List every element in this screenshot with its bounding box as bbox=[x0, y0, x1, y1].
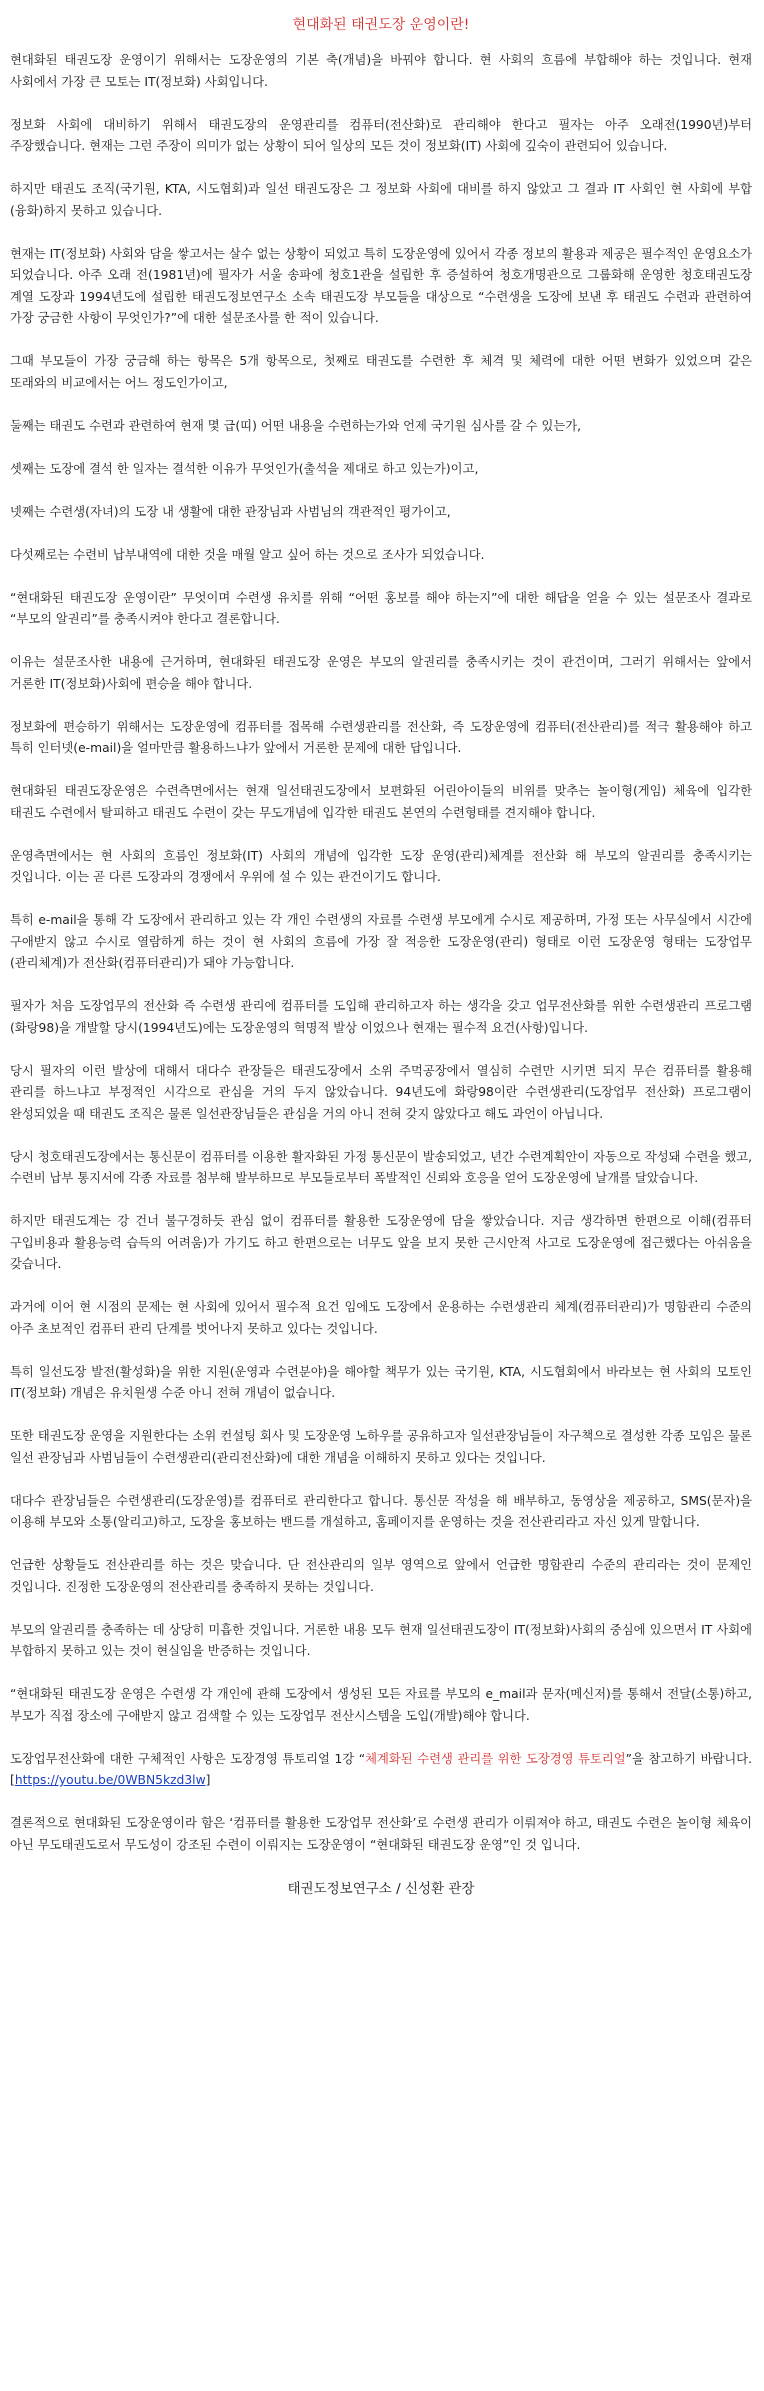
body-paragraph: “현대화된 태권도장 운영이란” 무엇이며 수련생 유치를 위해 “어떤 홍보를 해야 하는지”에 대한 해답을 얻을 수 있는 설문조사 결과로 “부모의 알권리”를 충족시켜야 한다고 결론합니다. bbox=[10, 590, 752, 626]
body-paragraph: 대다수 관장님들은 수련생관리(도장운영)를 컴퓨터로 관리한다고 합니다. 통신문 작성을 해 배부하고, 동영상을 제공하고, SMS(문자)을 이용해 부모와 소통(알리고)하고, 도장을 홍보하는 밴드를 개설하고, 홈페이지를 운영하는 것을 전산관리라고 자신 있게 말합니다. bbox=[10, 1493, 752, 1529]
body-paragraph: 이유는 설문조사한 내용에 근거하며, 현대화된 태권도장 운영은 부모의 알권리를 충족시키는 것이 관건이며, 그러기 위해서는 앞에서 거론한 IT(정보화)사회에 편승을 해야 합니다. bbox=[10, 655, 752, 691]
body-paragraph: 정보화 사회에 대비하기 위해서 태권도장의 운영관리를 컴퓨터(전산화)로 관리해야 한다고 필자는 아주 오래전(1990년)부터 주장했습니다. 현재는 그런 주장이 의미가 없는 상황이 되어 일상의 모든 것이 정보화(IT) 사회에 깊숙이 관련되어 있습니다. bbox=[10, 117, 752, 153]
body-paragraph: 현대화된 태권도장 운영이기 위해서는 도장운영의 기본 축(개념)을 바꿔야 합니다. 현 사회의 흐름에 부합해야 하는 것입니다. 현재 사회에서 가장 큰 모토는 IT(정보화) 사회입니다. bbox=[10, 53, 752, 89]
body-paragraph: 당시 청호태권도장에서는 통신문이 컴퓨터를 이용한 활자화된 가정 통신문이 발송되었고, 년간 수련계획안이 자동으로 작성돼 수련을 했고, 수련비 납부 통지서에 각종 자료를 첨부해 발부하므로 부모들로부터 폭발적인 신뢰와 호응을 얻어 도장운영에 날개를 달았습니다. bbox=[10, 1149, 752, 1185]
body-paragraph: 그때 부모들이 가장 궁금해 하는 항목은 5개 항목으로, 첫째로 태권도를 수련한 후 체격 및 체력에 대한 어떤 변화가 있었으며 같은 또래와의 비교에서는 어느 정도인가이고, bbox=[10, 354, 752, 390]
body-paragraph: 현재는 IT(정보화) 사회와 담을 쌓고서는 살수 없는 상황이 되었고 특히 도장운영에 있어서 각종 정보의 활용과 제공은 필수적인 운영요소가 되었습니다. 아주 오래 전(1981년)에 필자가 서울 송파에 청호1관을 설립한 후 증설하여 청호개명관으로 그룹화해 운영한 청호태권도장 계열 도장과 1994년도에 설립한 태권도정보연구소 소속 태권도장 부모들을 대상으로 “수련생을 도장에 보낸 후 태권도 수련과 관련하여 가장 궁금한 사항이 무엇인가?”에 대한 설문조사를 한 적이 있습니다. bbox=[10, 246, 752, 325]
article-body bbox=[10, 50, 752, 1727]
body-paragraph: 특히 일선도장 발전(활성화)을 위한 지원(운영과 수련분야)을 해야할 책무가 있는 국기원, KTA, 시도협회에서 바라보는 현 사회의 모토인 IT(정보화) 개념은 유치원생 수준 아니 전혀 개념이 없습니다. bbox=[10, 1364, 752, 1400]
body-paragraph: 넷째는 수련생(자녀)의 도장 내 생활에 대한 관장님과 사범님의 객관적인 평가이고, bbox=[10, 504, 451, 519]
body-paragraph: 운영측면에서는 현 사회의 흐름인 정보화(IT) 사회의 개념에 입각한 도장 운영(관리)체계를 전산화 해 부모의 알권리를 충족시키는 것입니다. 이는 곧 다른 도장과의 경쟁에서 우위에 설 수 있는 관건이기도 합니다. bbox=[10, 848, 752, 884]
conclusion-paragraph: 결론적으로 현대화된 도장운영이라 함은 ‘컴퓨터를 활용한 도장업무 전산화’로 수련생 관리가 이뤄져야 하고, 태권도 수련은 놀이형 체육이 아닌 무도태권도로서 무도성이 강조된 수련이 이뤄지는 도장운영이 “현대화된 태권도장 운영”인 것 입니다. bbox=[10, 1816, 752, 1852]
body-paragraph: 필자가 처음 도장업무의 전산화 즉 수련생 관리에 컴퓨터를 도입해 관리하고자 하는 생각을 갖고 업무전산화를 위한 수련생관리 프로그램(화랑98)을 개발할 당시(1994년도)에는 도장운영의 혁명적 발상 이었으나 현재는 필수적 요건(사항)입니다. bbox=[10, 999, 752, 1035]
body-paragraph: 부모의 알권리를 충족하는 데 상당히 미흡한 것입니다. 거론한 내용 모두 현재 일선태권도장이 IT(정보화)사회의 중심에 있으면서 IT 사회에 부합하지 못하고 있는 것이 현실임을 반증하는 것입니다. bbox=[10, 1622, 752, 1658]
reference-text-before: 도장업무전산화에 대한 구체적인 사항은 도장경영 튜토리얼 1강 “ bbox=[10, 1751, 366, 1766]
body-paragraph: 과거에 이어 현 시점의 문제는 현 사회에 있어서 필수적 요건 임에도 도장에서 운용하는 수련생관리 체계(컴퓨터관리)가 명함관리 수준의 아주 초보적인 컴퓨터 관리 단계를 벗어나지 못하고 있다는 것입니다. bbox=[10, 1300, 752, 1336]
reference-paragraph bbox=[10, 1749, 752, 1792]
reference-text-after: ] bbox=[205, 1773, 211, 1787]
tutorial-title-highlight: 체계화된 수련생 관리를 위한 도장경영 튜토리얼 bbox=[365, 1751, 626, 1766]
article-title: 현대화된 태권도장 운영이란! bbox=[292, 17, 470, 33]
body-paragraph: “현대화된 태권도장 운영은 수련생 각 개인에 관해 도장에서 생성된 모든 자료를 부모의 e_mail과 문자(메신저)를 통해서 전달(소통)하고, 부모가 직접 장소에 구애받지 않고 검색할 수 있는 도장업무 전산시스템을 도입(개발)해야 합니다. bbox=[10, 1687, 752, 1723]
body-paragraph: 셋째는 도장에 결석 한 일자는 결석한 이유가 무엇인가(출석을 제대로 하고 있는가)이고, bbox=[10, 461, 479, 476]
youtube-link[interactable]: https://youtu.be/0WBN5kzd3lw bbox=[14, 1773, 206, 1787]
reference-text-middle: ”을 참고하기 바랍니다. [ bbox=[10, 1751, 752, 1787]
body-paragraph: 현대화된 태권도장운영은 수련측면에서는 현재 일선태권도장에서 보편화된 어린아이들의 비위를 맞추는 놀이형(게임) 체육에 입각한 태권도 수련에서 탈피하고 태권도 수련이 갖는 무도개념에 입각한 태권도 본연의 수련형태를 견지해야 합니다. bbox=[10, 784, 752, 820]
body-paragraph: 특히 e-mail을 통해 각 도장에서 관리하고 있는 각 개인 수련생의 자료를 수련생 부모에게 수시로 제공하며, 가정 또는 사무실에서 시간에 구애받지 않고 수시로 열람하게 하는 것이 현 사회의 흐름에 가장 잘 적응한 도장운영(관리) 형태로 이런 도장운영 형태는 도장업무(관리체계)가 전산화(컴퓨터관리)가 돼야 가능합니다. bbox=[10, 913, 752, 970]
body-paragraph: 다섯째로는 수련비 납부내역에 대한 것을 매월 알고 싶어 하는 것으로 조사가 되었습니다. bbox=[10, 547, 485, 562]
body-paragraph: 하지만 태권도 조직(국기원, KTA, 시도협회)과 일선 태권도장은 그 정보화 사회에 대비를 하지 않았고 그 결과 IT 사회인 현 사회에 부합(융화)하지 못하고 있습니다. bbox=[10, 182, 752, 218]
body-paragraph: 당시 필자의 이런 발상에 대해서 대다수 관장들은 태권도장에서 소위 주먹공장에서 열심히 수련만 시키면 되지 무슨 컴퓨터를 활용해 관리를 하느냐고 부정적인 시각으로 관심을 거의 두지 않았습니다. 94년도에 화랑98이란 수련생관리(도장업무 전산화) 프로그램이 완성되었을 때 태권도 조직은 물론 일선관장님들은 관심을 거의 아니 전혀 갖지 않았다고 해도 과언이 아닙니다. bbox=[10, 1063, 752, 1121]
author-signature: 태권도정보연구소 / 신성환 관장 bbox=[287, 1880, 475, 1897]
body-paragraph: 언급한 상황들도 전산관리를 하는 것은 맞습니다. 단 전산관리의 일부 영역으로 앞에서 언급한 명함관리 수준의 관리라는 것이 문제인 것입니다. 진정한 도장운영의 전산관리를 충족하지 못하는 것입니다. bbox=[10, 1558, 752, 1594]
body-paragraph: 정보화에 편승하기 위해서는 도장운영에 컴퓨터를 접목해 수련생관리를 전산화, 즉 도장운영에 컴퓨터(전산관리)를 적극 활용해야 하고 특히 인터넷(e-mail)을 얼마만큼 활용하느냐가 앞에서 거론한 문제에 대한 답입니다. bbox=[10, 719, 752, 755]
body-paragraph: 둘째는 태권도 수련과 관련하여 현재 몇 급(띠) 어떤 내용을 수련하는가와 언제 국기원 심사를 갈 수 있는가, bbox=[10, 418, 582, 433]
body-paragraph: 하지만 태권도계는 강 건너 불구경하듯 관심 없이 컴퓨터를 활용한 도장운영에 담을 쌓았습니다. 지금 생각하면 한편으로 이해(컴퓨터 구입비용과 활용능력 습득의 어려움)가 가기도 하고 한편으로는 너무도 앞을 보지 못한 근시안적 사고로 도장운영에 접근했다는 아쉬움을 갖습니다. bbox=[10, 1214, 752, 1271]
body-paragraph: 또한 태권도장 운영을 지원한다는 소위 컨설팅 회사 및 도장운영 노하우를 공유하고자 일선관장님들이 자구책으로 결성한 각종 모임은 물론 일선 관장님과 사범님들이 수련생관리(관리전산화)에 대한 개념을 이해하지 못하고 있다는 것입니다. bbox=[10, 1429, 752, 1465]
